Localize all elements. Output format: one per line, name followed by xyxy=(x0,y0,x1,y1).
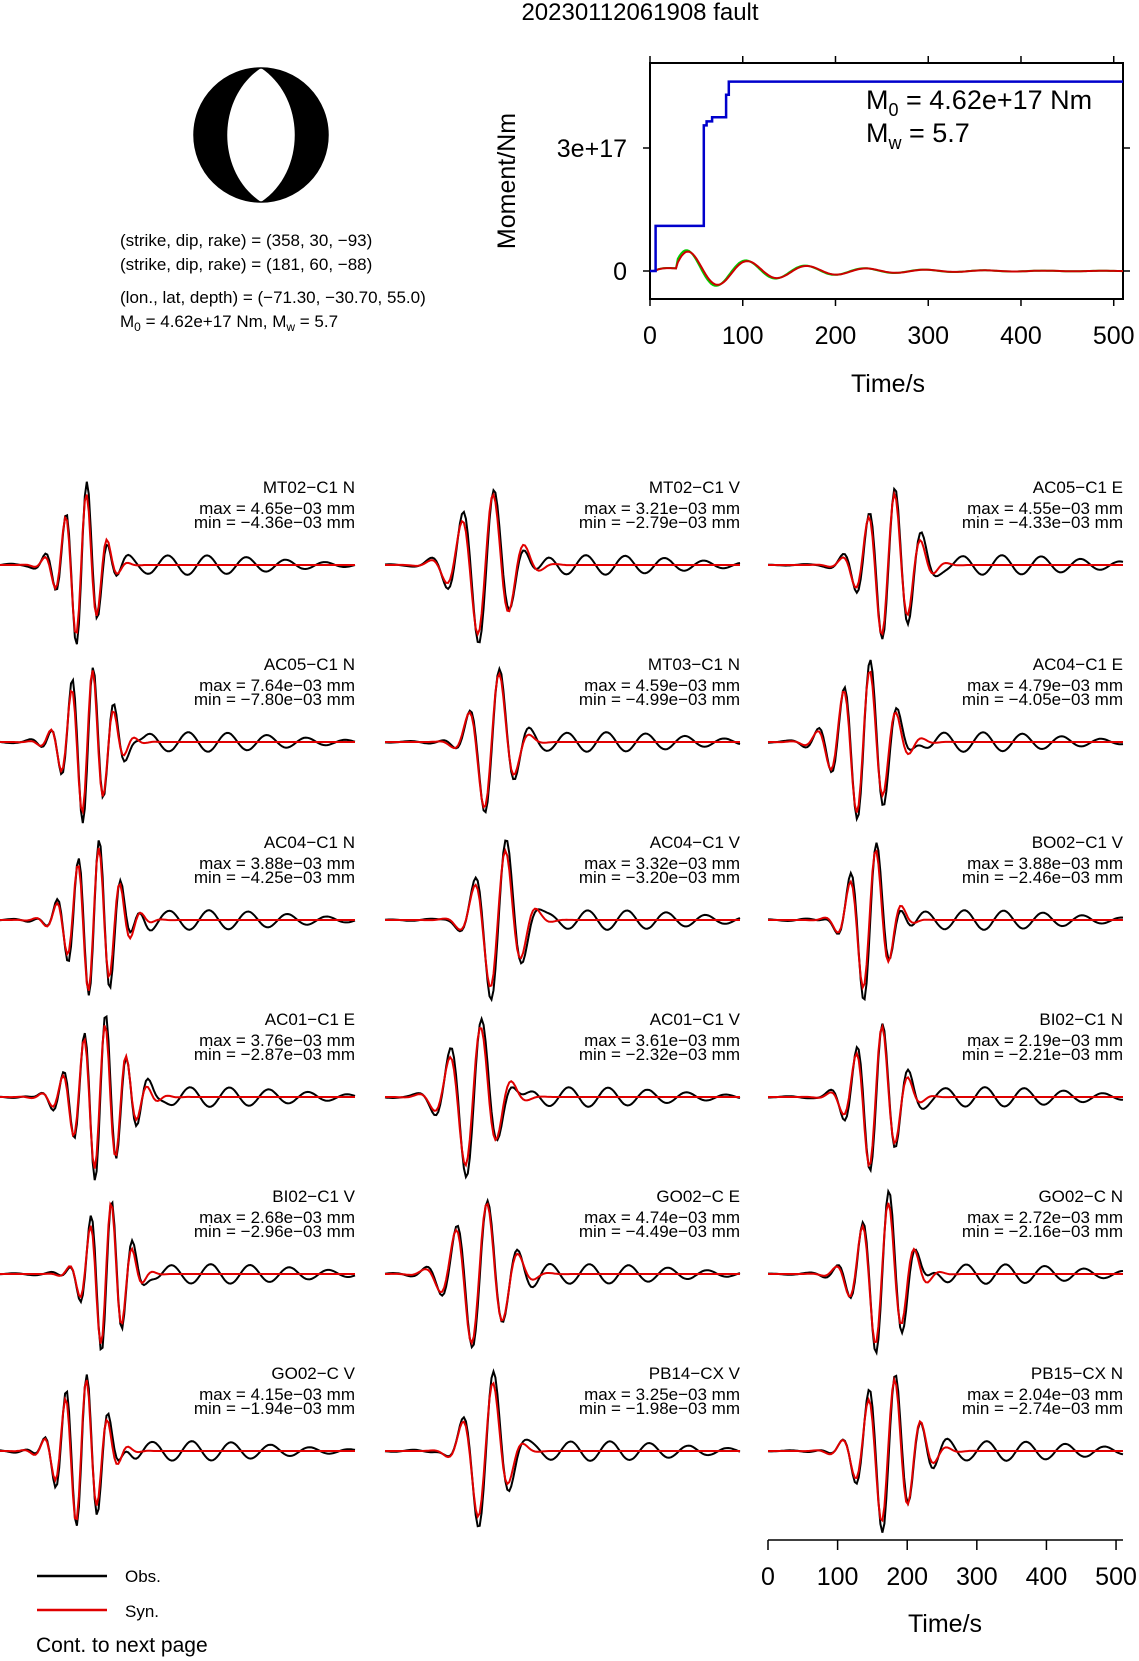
waveform-panels xyxy=(0,478,1124,1533)
waveform-panel xyxy=(385,1187,740,1347)
panel-max-label: max = 7.64e−03 mm xyxy=(199,676,355,695)
panel-min-label: min = −2.79e−03 mm xyxy=(578,513,740,532)
panel-max-label: max = 2.68e−03 mm xyxy=(199,1208,355,1227)
waveform-panel xyxy=(768,833,1124,999)
panel-max-label: max = 4.15e−03 mm xyxy=(199,1385,355,1404)
moment-ytick-0: 0 xyxy=(613,258,627,286)
legend-syn-label: Syn. xyxy=(125,1602,160,1621)
panel-min-label: min = −2.32e−03 mm xyxy=(578,1045,740,1064)
panel-max-label: max = 4.55e−03 mm xyxy=(967,499,1123,518)
footer-note: Cont. to next page xyxy=(36,1634,208,1657)
waveform-panel xyxy=(0,1010,355,1180)
waveform-xtick-500: 500 xyxy=(1095,1563,1137,1591)
panel-station-label: BO02−C1 V xyxy=(1031,833,1123,852)
panel-min-label: min = −4.25e−03 mm xyxy=(193,868,355,887)
panel-station-label: AC01−C1 V xyxy=(649,1010,740,1029)
panel-station-label: AC04−C1 N xyxy=(263,833,355,852)
waveform-xtick-0: 0 xyxy=(761,1563,775,1591)
waveform-x-ticks xyxy=(761,1540,1137,1591)
waveform-panel xyxy=(768,1010,1123,1170)
panel-min-label: min = −7.80e−03 mm xyxy=(193,690,355,709)
panel-min-label: min = −4.36e−03 mm xyxy=(193,513,355,532)
panel-max-label: max = 4.59e−03 mm xyxy=(584,676,740,695)
panel-max-label: max = 2.72e−03 mm xyxy=(967,1208,1123,1227)
panel-max-label: max = 3.32e−03 mm xyxy=(584,854,740,873)
waveform-panel xyxy=(385,833,741,1000)
panel-max-label: max = 3.21e−03 mm xyxy=(584,499,740,518)
waveform-panel xyxy=(385,478,741,642)
panel-min-label: min = −1.98e−03 mm xyxy=(578,1399,740,1418)
waveform-xtick-100: 100 xyxy=(816,1563,859,1591)
panel-max-label: max = 4.74e−03 mm xyxy=(584,1208,740,1227)
moment-xtick-300: 300 xyxy=(907,322,950,350)
moment-mw-annotation: $M_w = 5.7$ xyxy=(866,118,970,153)
panel-station-label: AC05−C1 N xyxy=(263,655,355,674)
waveform-panel xyxy=(768,1187,1123,1353)
panel-station-label: PB14−CX V xyxy=(648,1364,740,1383)
panel-station-label: BI02−C1 N xyxy=(1039,1010,1123,1029)
panel-max-label: max = 3.88e−03 mm xyxy=(199,854,355,873)
panel-station-label: MT02−C1 V xyxy=(648,478,740,497)
waveform-time-axis xyxy=(761,1540,1137,1638)
waveform-panel xyxy=(0,1364,356,1526)
moment-xlabel: Time/s xyxy=(850,370,926,398)
panel-min-label: min = −4.49e−03 mm xyxy=(578,1222,740,1241)
panel-max-label: max = 3.88e−03 mm xyxy=(967,854,1123,873)
panel-max-label: max = 3.25e−03 mm xyxy=(584,1385,740,1404)
panel-min-label: min = −2.46e−03 mm xyxy=(961,868,1123,887)
panel-station-label: BI02−C1 V xyxy=(272,1187,355,1206)
waveform-xtick-300: 300 xyxy=(955,1563,998,1591)
moment-plot xyxy=(493,56,1135,398)
panel-station-label: MT03−C1 N xyxy=(647,655,740,674)
waveform-panel xyxy=(0,478,355,644)
moment-xtick-200: 200 xyxy=(814,322,857,350)
waveform-panel xyxy=(768,655,1123,819)
moment-rate-obs-line xyxy=(650,250,1123,285)
mechanism-line-3: (lon., lat, depth) = (−71.30, −30.70, 55.0) xyxy=(120,288,426,307)
mechanism-line-4: $M_0 = 4.62e+17$ Nm, $M_w = 5.7$ xyxy=(120,312,339,334)
panel-min-label: min = −2.74e−03 mm xyxy=(961,1399,1123,1418)
waveform-panel xyxy=(385,1010,741,1177)
panel-station-label: GO02−C E xyxy=(656,1187,740,1206)
waveform-panel xyxy=(768,478,1123,639)
panel-min-label: min = −1.94e−03 mm xyxy=(193,1399,355,1418)
panel-min-label: min = −4.33e−03 mm xyxy=(961,513,1123,532)
moment-ylabel: Moment/Nm xyxy=(493,112,521,250)
panel-max-label: max = 3.76e−03 mm xyxy=(199,1031,355,1050)
panel-min-label: min = −2.21e−03 mm xyxy=(961,1045,1123,1064)
mechanism-line-2: (strike, dip, rake) = (181, 60, −88) xyxy=(120,255,373,274)
panel-max-label: max = 3.61e−03 mm xyxy=(584,1031,740,1050)
panel-max-label: max = 4.65e−03 mm xyxy=(199,499,355,518)
moment-xtick-0: 0 xyxy=(643,322,657,350)
panel-station-label: PB15−CX N xyxy=(1030,1364,1123,1383)
panel-station-label: AC04−C1 E xyxy=(1032,655,1123,674)
panel-min-label: min = −2.96e−03 mm xyxy=(193,1222,355,1241)
waveform-panel xyxy=(0,833,355,995)
beachball-icon xyxy=(194,68,328,202)
waveform-panel xyxy=(0,655,355,823)
panel-min-label: min = −3.20e−03 mm xyxy=(578,868,740,887)
legend xyxy=(37,1567,161,1621)
waveform-xtick-400: 400 xyxy=(1025,1563,1068,1591)
waveform-xtick-200: 200 xyxy=(886,1563,929,1591)
panel-min-label: min = −2.87e−03 mm xyxy=(193,1045,355,1064)
panel-station-label: GO02−C V xyxy=(271,1364,355,1383)
moment-rate-syn-line xyxy=(650,252,1123,285)
moment-m0-annotation: $M_0 = 4.62e+17$ Nm xyxy=(866,85,1093,120)
waveform-panel xyxy=(0,1187,356,1349)
mechanism-line-1: (strike, dip, rake) = (358, 30, −93) xyxy=(120,231,373,250)
panel-max-label: max = 4.79e−03 mm xyxy=(967,676,1123,695)
panel-station-label: MT02−C1 N xyxy=(262,478,355,497)
waveform-panel xyxy=(385,1364,741,1526)
panel-station-label: AC04−C1 V xyxy=(649,833,740,852)
panel-max-label: max = 2.19e−03 mm xyxy=(967,1031,1123,1050)
panel-station-label: AC05−C1 E xyxy=(1032,478,1123,497)
moment-ytick-3e17: 3e+17 xyxy=(556,135,627,163)
panel-station-label: AC01−C1 E xyxy=(264,1010,355,1029)
panel-max-label: max = 2.04e−03 mm xyxy=(967,1385,1123,1404)
figure-title: 20230112061908 fault xyxy=(521,0,759,26)
panel-station-label: GO02−C N xyxy=(1038,1187,1123,1206)
panel-min-label: min = −2.16e−03 mm xyxy=(961,1222,1123,1241)
waveform-xlabel: Time/s xyxy=(907,1610,983,1638)
legend-obs-label: Obs. xyxy=(125,1567,161,1586)
moment-xtick-500: 500 xyxy=(1092,322,1135,350)
waveform-panel xyxy=(385,655,740,812)
panel-min-label: min = −4.99e−03 mm xyxy=(578,690,740,709)
waveform-panel xyxy=(768,1364,1123,1533)
moment-xtick-400: 400 xyxy=(1000,322,1042,350)
panel-min-label: min = −4.05e−03 mm xyxy=(961,690,1123,709)
moment-xtick-100: 100 xyxy=(721,322,764,350)
